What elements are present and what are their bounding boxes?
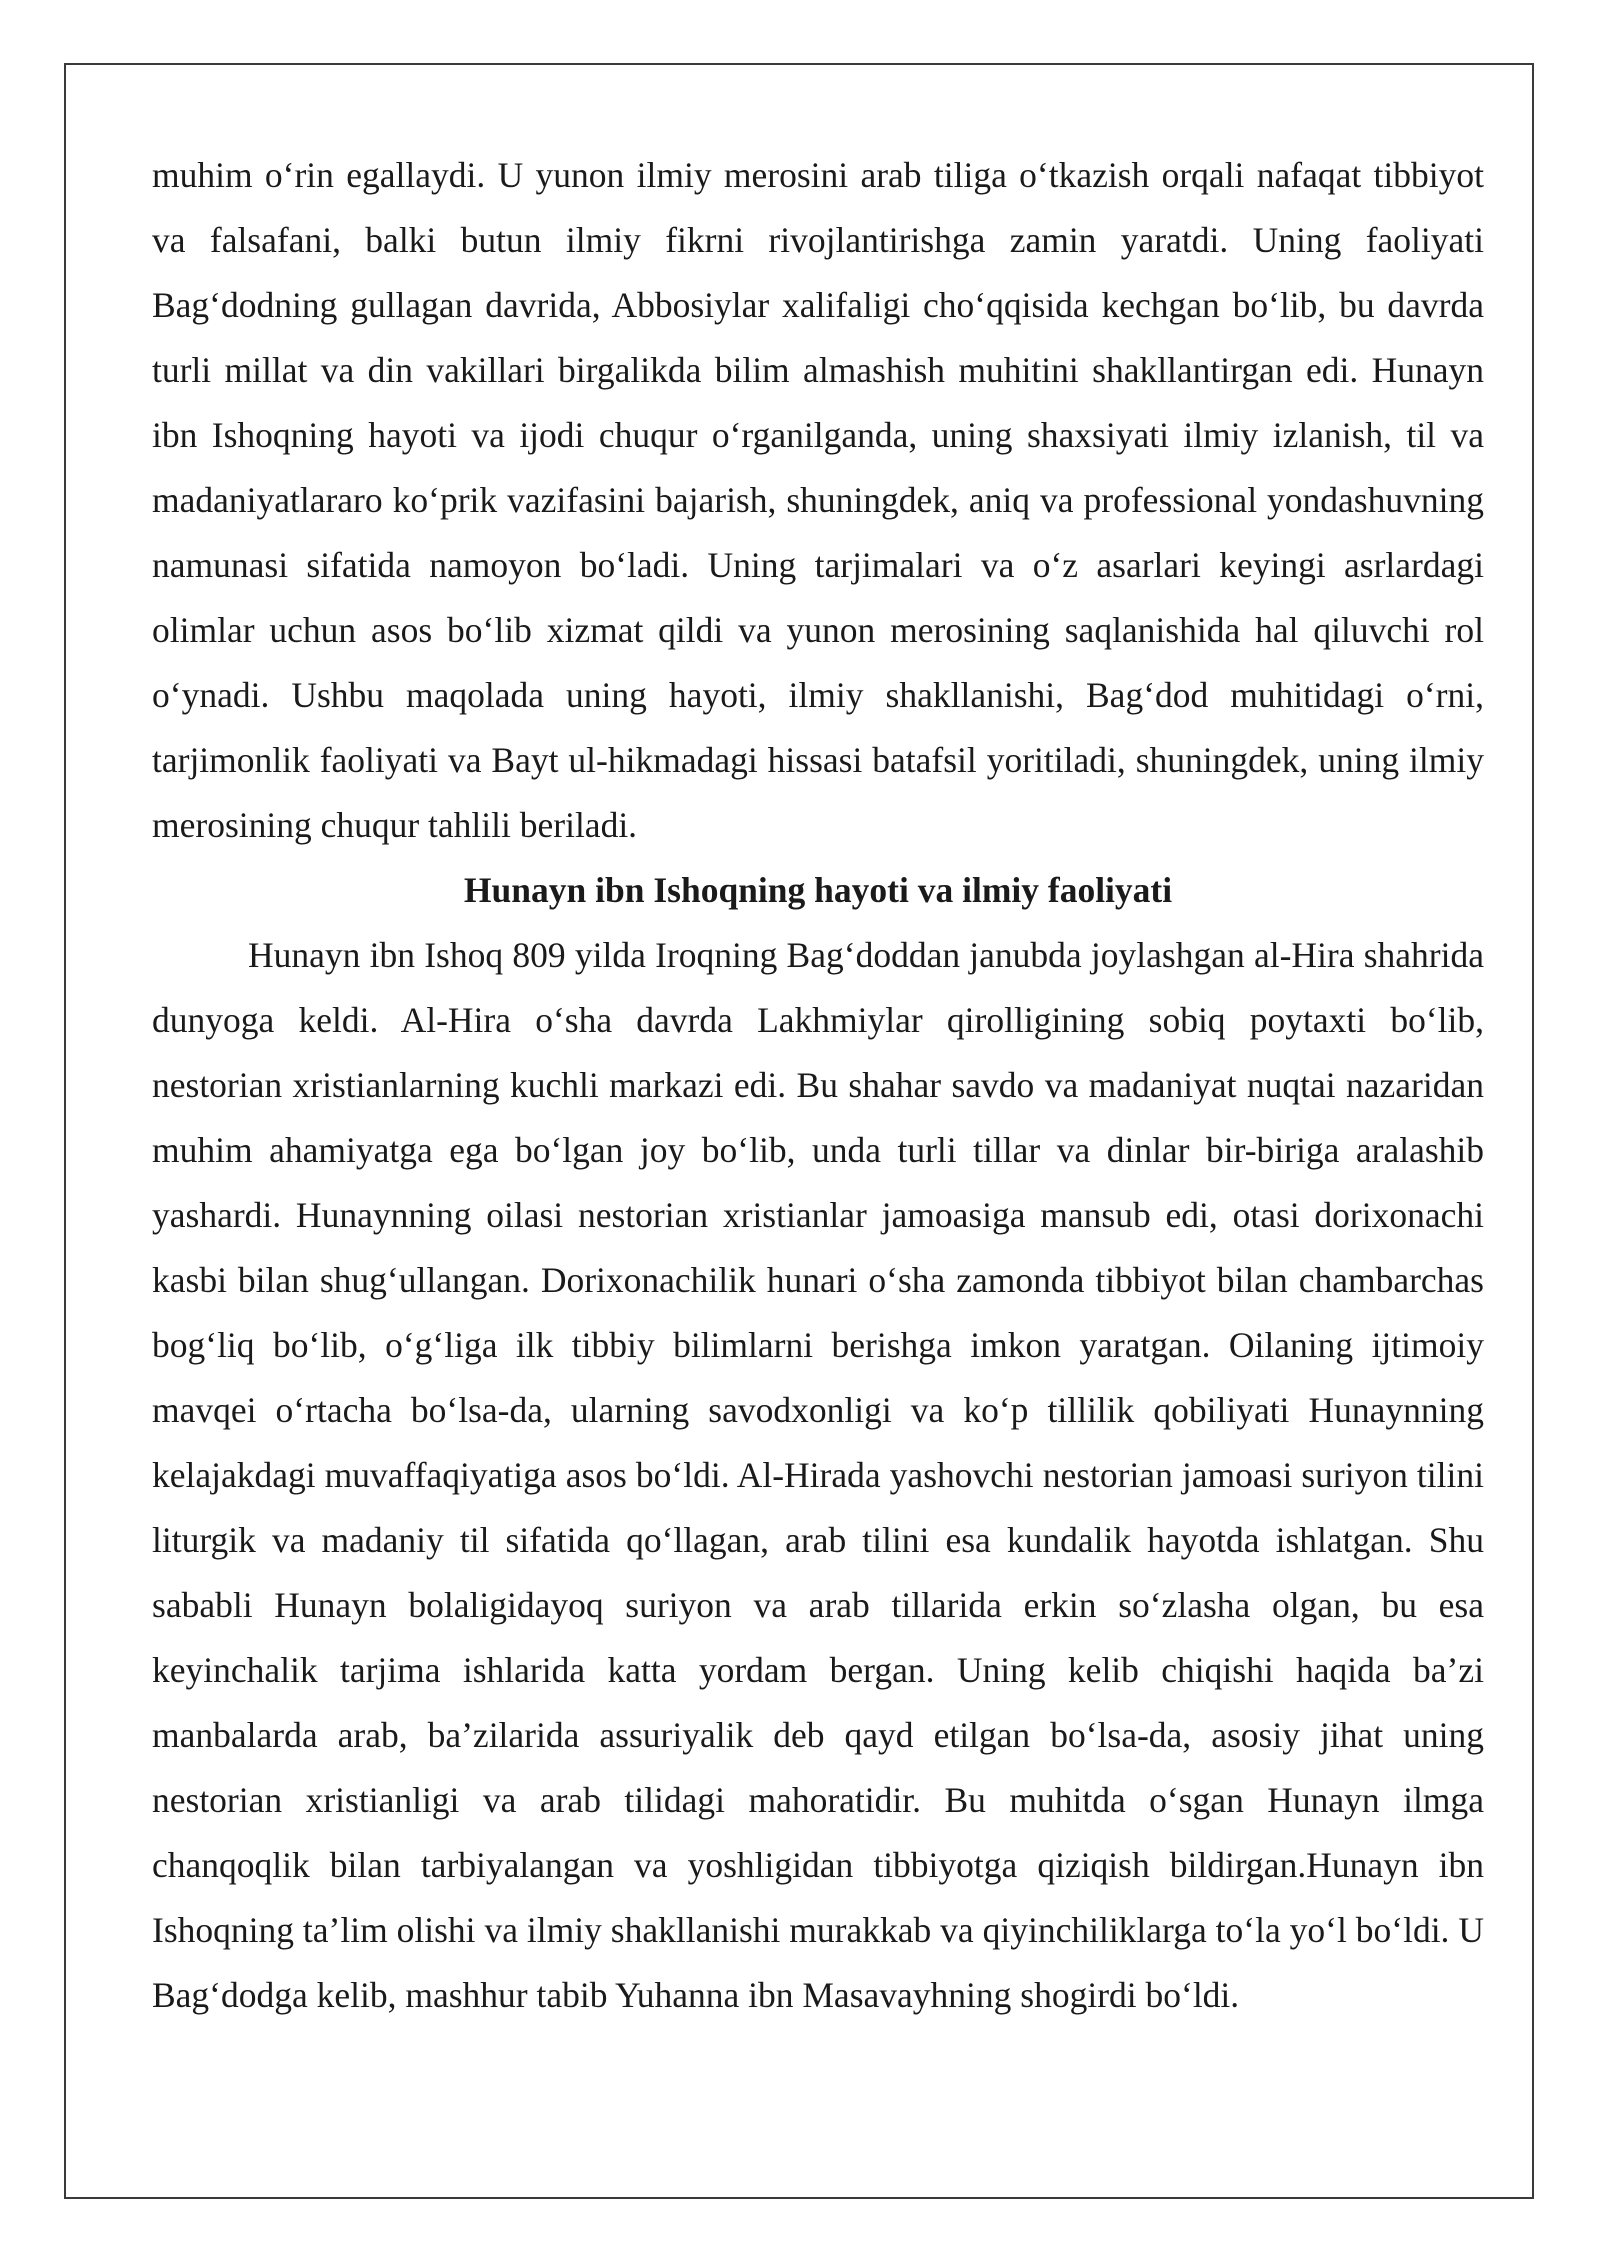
document-body (152, 143, 1484, 2028)
body-paragraph: Hunayn ibn Ishoq 809 yilda Iroqning Bag‘doddan janubda joylashgan al-Hira shahrida dunyoga keldi. Al-Hira o‘sha davrda Lakhmiylar qirolligining sobiq poytaxti bo‘lib, nestorian xristianlarning kuchli markazi edi. Bu shahar savdo va madaniyat nuqtai nazaridan muhim ahamiyatga ega bo‘lgan joy bo‘lib, unda turli tillar va dinlar bir-biriga aralashib yashardi. Hunaynning oilasi nestorian xristianlar jamoasiga mansub edi, otasi dorixonachi kasbi bilan shug‘ullangan. Dorixonachilik hunari o‘sha zamonda tibbiyot bilan chambarchas bog‘liq bo‘lib, o‘g‘liga ilk tibbiy bilimlarni berishga imkon yaratgan. Oilaning ijtimoiy mavqei o‘rtacha bo‘lsa-da, ularning savodxonligi va ko‘p tillilik qobiliyati Hunaynning kelajakdagi muvaffaqiyatiga asos bo‘ldi. Al-Hirada yashovchi nestorian jamoasi suriyon tilini liturgik va madaniy til sifatida qo‘llagan, arab tilini esa kundalik hayotda ishlatgan. Shu sababli Hunayn bolaligidayoq suriyon va arab tillarida erkin so‘zlasha olgan, bu esa keyinchalik tarjima ishlarida katta yordam bergan. Uning kelib chiqishi haqida ba’zi manbalarda arab, ba’zilarida assuriyalik deb qayd etilgan bo‘lsa-da, asosiy jihat uning nestorian xristianligi va arab tilidagi mahoratidir. Bu muhitda o‘sgan Hunayn ilmga chanqoqlik bilan tarbiyalangan va yoshligidan tibbiyotga qiziqish bildirgan.Hunayn ibn Ishoqning ta’lim olishi va ilmiy shakllanishi murakkab va qiyinchiliklarga to‘la yo‘l bo‘ldi. U Bag‘dodga kelib, mashhur tabib Yuhanna ibn Masavayhning shogirdi bo‘ldi. (152, 935, 1484, 2015)
intro-paragraph: muhim o‘rin egallaydi. U yunon ilmiy merosini arab tiliga o‘tkazish orqali nafaqat tibbiyot va falsafani, balki butun ilmiy fikrni rivojlantirishga zamin yaratdi. Uning faoliyati Bag‘dodning gullagan davrida, Abbosiylar xalifaligi cho‘qqisida kechgan bo‘lib, bu davrda turli millat va din vakillari birgalikda bilim almashish muhitini shakllantirgan edi. Hunayn ibn Ishoqning hayoti va ijodi chuqur o‘rganilganda, uning shaxsiyati ilmiy izlanish, til va madaniyatlararo ko‘prik vazifasini bajarish, shuningdek, aniq va professional yondashuvning namunasi sifatida namoyon bo‘ladi. Uning tarjimalari va o‘z asarlari keyingi asrlardagi olimlar uchun asos bo‘lib xizmat qildi va yunon merosining saqlanishida hal qiluvchi rol o‘ynadi. Ushbu maqolada uning hayoti, ilmiy shakllanishi, Bag‘dod muhitidagi o‘rni, tarjimonlik faoliyati va Bayt ul-hikmadagi hissasi batafsil yoritiladi, shuningdek, uning ilmiy merosining chuqur tahlili beriladi. (152, 155, 1484, 845)
section-heading: Hunayn ibn Ishoqning hayoti va ilmiy faoliyati (463, 870, 1173, 910)
